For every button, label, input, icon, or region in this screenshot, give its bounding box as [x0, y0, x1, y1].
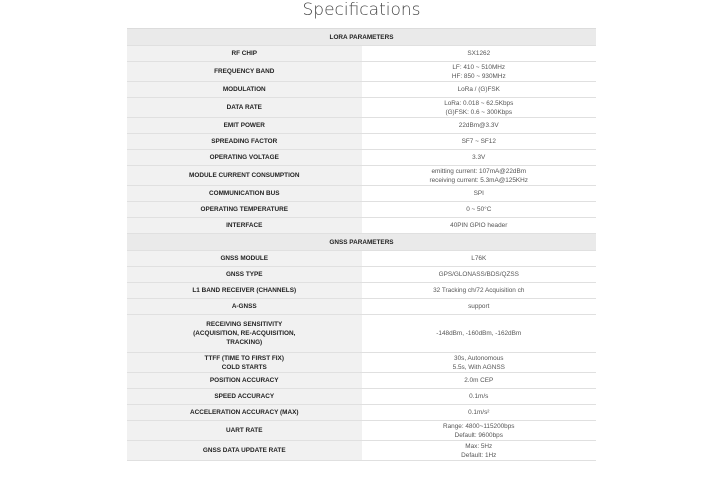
- spec-key-line: EMIT POWER: [223, 122, 265, 129]
- spec-key-line: RECEIVING SENSITIVITY: [206, 321, 283, 328]
- spec-key-line: RF CHIP: [231, 50, 258, 57]
- spec-value-line: LoRa: 0.018 ~ 62.5Kbps: [444, 99, 514, 107]
- spec-value-line: 2.0m CEP: [464, 377, 494, 384]
- table-row: [127, 267, 596, 283]
- table-row: [127, 202, 596, 218]
- spec-key-line: OPERATING TEMPERATURE: [200, 206, 288, 213]
- spec-key-line: MODULATION: [222, 86, 266, 93]
- table-row: [127, 82, 596, 98]
- spec-key: [127, 353, 362, 373]
- section-header: GNSS PARAMETERS: [127, 234, 596, 251]
- section-header-row: [127, 29, 596, 46]
- spec-value: [362, 441, 597, 461]
- spec-key-line: TTFF (TIME TO FIRST FIX): [204, 354, 284, 362]
- spec-value: [362, 46, 597, 62]
- table-row: [127, 441, 596, 461]
- spec-value-line: 3.3V: [472, 154, 486, 161]
- spec-value-line: 0 ~ 50°C: [466, 206, 492, 213]
- spec-value: [362, 389, 597, 405]
- table-row: [127, 218, 596, 234]
- spec-value-line: 30s, Autonomous: [454, 354, 504, 362]
- spec-value-line: 0.1m/s²: [468, 409, 490, 416]
- spec-key: [127, 389, 362, 405]
- table-row: [127, 373, 596, 389]
- spec-value: [362, 82, 597, 98]
- spec-key: [127, 283, 362, 299]
- spec-value-line: 32 Tracking ch/72 Acquisition ch: [433, 287, 525, 294]
- spec-value: [362, 118, 597, 134]
- spec-key-line: SPEED ACCURACY: [214, 393, 275, 400]
- spec-key-line: GNSS TYPE: [225, 271, 263, 278]
- table-row: [127, 251, 596, 267]
- spec-key: [127, 62, 362, 82]
- spec-value: [362, 421, 597, 441]
- table-row: [127, 186, 596, 202]
- spec-key-line: COMMUNICATION BUS: [208, 190, 280, 197]
- spec-key: [127, 373, 362, 389]
- spec-value-line: -148dBm, -160dBm, -162dBm: [436, 330, 522, 337]
- spec-key: [127, 118, 362, 134]
- spec-value-line: GPS/GLONASS/BDS/QZSS: [438, 271, 519, 278]
- spec-key: [127, 405, 362, 421]
- spec-value-line: 22dBm@3.3V: [458, 122, 499, 129]
- spec-key: [127, 150, 362, 166]
- spec-value-line: receiving current: 5.3mA@125KHz: [429, 176, 528, 184]
- spec-value-line: SF7 ~ SF12: [461, 138, 496, 145]
- spec-key-line: TRACKING): [226, 339, 263, 346]
- spec-value: [362, 166, 597, 186]
- spec-key: [127, 299, 362, 315]
- spec-key: [127, 251, 362, 267]
- section-header-row: [127, 234, 596, 251]
- spec-value-line: (G)FSK: 0.6 ~ 300Kbps: [445, 108, 513, 116]
- spec-key: [127, 441, 362, 461]
- spec-value: [362, 299, 597, 315]
- spec-key-line: DATA RATE: [226, 104, 262, 111]
- spec-value-line: Default: 9600bps: [454, 431, 503, 439]
- spec-key-line: A-GNSS: [231, 303, 257, 310]
- spec-value-line: L76K: [471, 255, 487, 262]
- spec-key-line: COLD STARTS: [221, 363, 267, 371]
- spec-key: [127, 134, 362, 150]
- table-row: [127, 421, 596, 441]
- spec-key-line: INTERFACE: [226, 222, 263, 229]
- spec-key: [127, 98, 362, 118]
- spec-key: [127, 218, 362, 234]
- spec-value: [362, 98, 597, 118]
- spec-value-line: 5.5s, With AGNSS: [452, 363, 505, 371]
- table-row: [127, 62, 596, 82]
- table-row: [127, 353, 596, 373]
- spec-value: [362, 202, 597, 218]
- spec-key: [127, 82, 362, 98]
- table-row: [127, 315, 596, 353]
- spec-value-line: Default: 1Hz: [461, 451, 497, 459]
- table-row: [127, 389, 596, 405]
- spec-value: [362, 315, 597, 353]
- spec-value: [362, 283, 597, 299]
- spec-key-line: ACCELERATION ACCURACY (MAX): [189, 409, 299, 416]
- spec-key-line: UART RATE: [226, 427, 263, 434]
- spec-key-line: FREQUENCY BAND: [214, 68, 275, 75]
- spec-value-line: 0.1m/s: [469, 393, 489, 400]
- spec-value: [362, 134, 597, 150]
- spec-key: [127, 186, 362, 202]
- spec-value-line: SX1262: [467, 50, 491, 57]
- table-row: [127, 166, 596, 186]
- spec-value: [362, 251, 597, 267]
- table-row: [127, 283, 596, 299]
- spec-key: [127, 315, 362, 353]
- spec-key: [127, 166, 362, 186]
- spec-value-line: 40PIN GPIO header: [450, 222, 508, 229]
- spec-value-line: LoRa / (G)FSK: [457, 86, 500, 93]
- spec-value: [362, 186, 597, 202]
- spec-value: [362, 373, 597, 389]
- spec-key-line: L1 BAND RECEIVER (CHANNELS): [192, 287, 297, 294]
- table-row: [127, 299, 596, 315]
- spec-key: [127, 202, 362, 218]
- spec-value: [362, 353, 597, 373]
- table-row: [127, 150, 596, 166]
- spec-key: [127, 421, 362, 441]
- table-row: [127, 405, 596, 421]
- spec-value: [362, 218, 597, 234]
- page-title: Specifications: [302, 0, 421, 20]
- spec-value: [362, 267, 597, 283]
- table-row: [127, 98, 596, 118]
- spec-value-line: support: [468, 303, 490, 310]
- spec-value-line: HF: 850 ~ 930MHz: [451, 72, 506, 80]
- spec-value: [362, 150, 597, 166]
- section-header: LORA PARAMETERS: [127, 29, 596, 46]
- specifications-table: [127, 28, 596, 461]
- spec-value-line: Max: 5Hz: [465, 442, 493, 450]
- spec-value: [362, 62, 597, 82]
- spec-value-line: Range: 4800~115200bps: [443, 422, 515, 430]
- spec-value-line: emitting current: 107mA@22dBm: [431, 167, 527, 175]
- spec-key-line: POSITION ACCURACY: [209, 377, 279, 384]
- spec-key-line: GNSS DATA UPDATE RATE: [202, 447, 286, 454]
- table-row: [127, 46, 596, 62]
- spec-key-line: (ACQUISITION, RE-ACQUISITION,: [193, 330, 296, 337]
- spec-key-line: GNSS MODULE: [220, 255, 269, 262]
- spec-key: [127, 46, 362, 62]
- spec-value: [362, 405, 597, 421]
- spec-key-line: SPREADING FACTOR: [211, 138, 278, 145]
- table-row: [127, 134, 596, 150]
- table-row: [127, 118, 596, 134]
- spec-value-line: LF: 410 ~ 510MHz: [452, 63, 506, 71]
- spec-key-line: MODULE CURRENT CONSUMPTION: [189, 172, 300, 179]
- spec-value-line: SPI: [473, 190, 484, 197]
- spec-key: [127, 267, 362, 283]
- spec-key-line: OPERATING VOLTAGE: [209, 154, 279, 161]
